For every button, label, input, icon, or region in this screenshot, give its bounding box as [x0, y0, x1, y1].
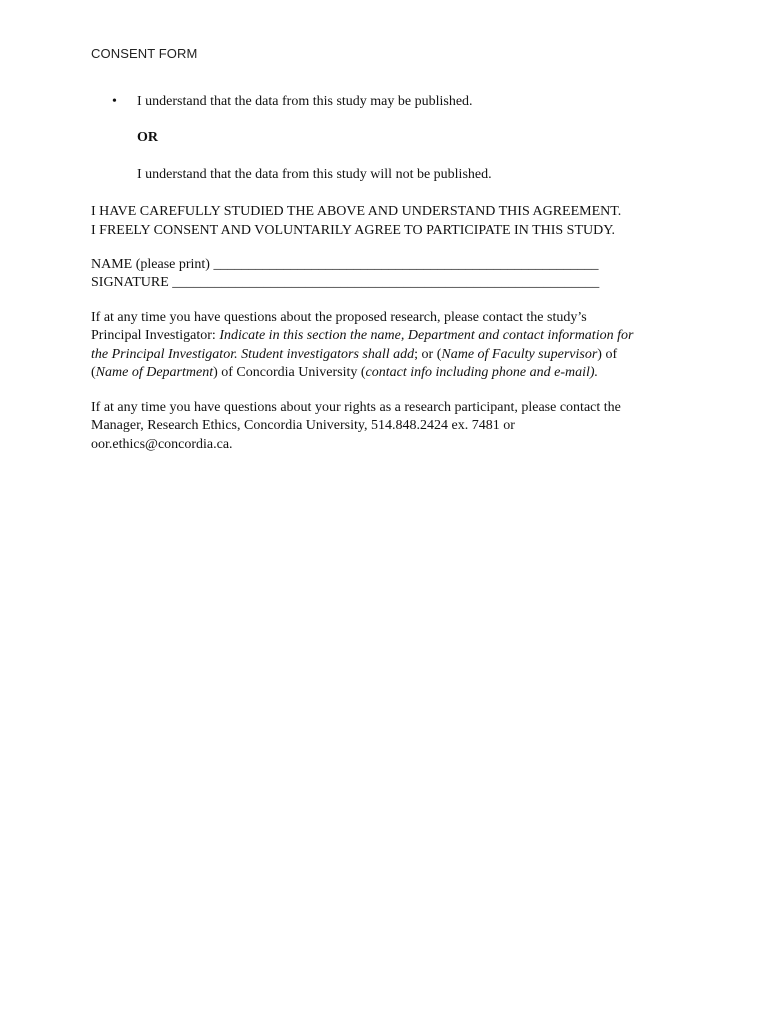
ethics-email: oor.ethics@concordia.ca.: [91, 436, 233, 452]
pi-label: Principal Investigator:: [91, 328, 220, 344]
contact-info-placeholder: contact info including phone and e-mail).: [365, 364, 599, 380]
principal-investigator-contact: [91, 309, 691, 382]
pi-contact-line-4: [91, 364, 691, 382]
agreement-statement: [91, 202, 621, 240]
pi-contact-line-1: If at any time you have questions about the proposed research, please contact the study’s: [91, 310, 587, 325]
agreement-line-1: I HAVE CAREFULLY STUDIED THE ABOVE AND UNDERSTAND THIS AGREEMENT.: [91, 204, 622, 219]
pi-instruction: Indicate in this section the name, Department and contact information for: [219, 328, 634, 344]
pi-contact-line-3: [91, 346, 691, 364]
bullet-icon: •: [112, 94, 117, 109]
of-text: ) of: [597, 346, 618, 362]
pi-contact-line-2: [91, 327, 691, 345]
signature-field: SIGNATURE _____________________________________________________________: [91, 275, 600, 290]
not-published-statement: I understand that the data from this study will not be published.: [137, 167, 492, 182]
page-header: CONSENT FORM: [91, 46, 198, 61]
published-statement: I understand that the data from this study may be published.: [137, 94, 473, 109]
paren-open: (: [91, 364, 96, 380]
agreement-line-2: I FREELY CONSENT AND VOLUNTARILY AGREE TO PARTICIPATE IN THIS STUDY.: [91, 223, 616, 238]
faculty-supervisor-placeholder: Name of Faculty supervisor: [441, 346, 598, 362]
or-label: OR: [137, 130, 158, 145]
signature-block: [91, 256, 599, 292]
university-text: ) of Concordia University (: [213, 364, 366, 380]
separator-text: ; or (: [414, 346, 442, 362]
department-placeholder: Name of Department: [95, 364, 214, 380]
ethics-contact-line-2: Manager, Research Ethics, Concordia University, 514.848.2424 ex. 7481 or: [91, 418, 515, 434]
ethics-contact-line-1: If at any time you have questions about your rights as a research participant, please contact the: [91, 400, 621, 415]
name-print-field: NAME (please print) _______________________________________________________: [91, 257, 599, 272]
student-instruction: the Principal Investigator. Student investigators shall add: [91, 346, 415, 362]
research-ethics-contact: [91, 399, 691, 454]
